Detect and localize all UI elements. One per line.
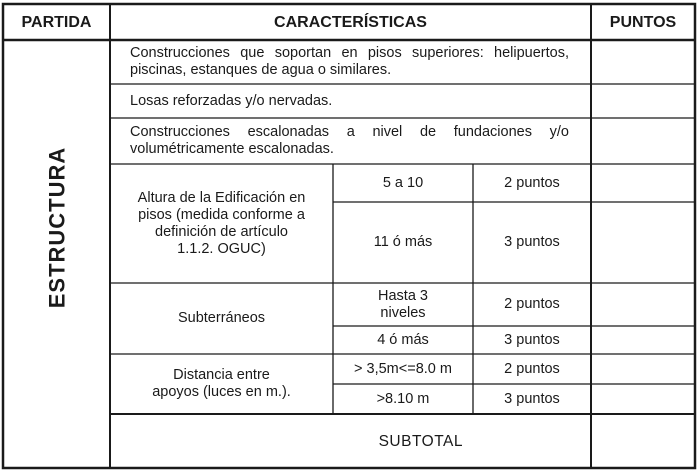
header-partida: PARTIDA (21, 13, 92, 31)
option-points: 2 puntos (504, 360, 560, 377)
group-label-altura: Altura de la Edificación en pisos (medida conforme a definición de artículo 1.1.2. OGUC) (137, 189, 306, 257)
option-points: 2 puntos (504, 174, 560, 191)
option-points: 2 puntos (504, 296, 560, 312)
option-range: 11 ó más (373, 234, 433, 250)
characteristic-text: Construcciones que soportan en pisos superiores: helipuertos, piscinas, estanques de agua o similares. (130, 45, 569, 78)
characteristic-row (110, 84, 591, 118)
option-range: Hasta 3 niveles (378, 287, 428, 321)
characteristic-text: Construcciones escalonadas a nivel de fundaciones y/o volumétricamente escalonadas. (130, 124, 569, 157)
subtotal-label: SUBTOTAL (378, 432, 463, 450)
characteristic-row (110, 40, 591, 84)
subtotal-points-cell[interactable] (591, 414, 695, 468)
partida-label-text: ESTRUCTURA (44, 146, 69, 308)
header-puntos: PUNTOS (609, 13, 677, 31)
characteristic-row (110, 118, 591, 164)
group-label-subterraneos: Subterráneos (177, 310, 266, 326)
option-points: 3 puntos (504, 331, 560, 348)
option-range: >8.10 m (376, 390, 430, 407)
option-points: 3 puntos (504, 234, 560, 250)
header-caracteristicas: CARACTERÍSTICAS (274, 13, 427, 31)
option-range: 4 ó más (377, 331, 429, 348)
group-label-distancia: Distancia entre apoyos (luces en m.). (152, 367, 291, 400)
partida-label (3, 40, 110, 414)
option-range: 5 a 10 (382, 174, 424, 191)
option-points: 3 puntos (504, 390, 560, 407)
characteristic-text: Losas reforzadas y/o nervadas. (130, 92, 333, 109)
option-range: > 3,5m<=8.0 m (354, 360, 452, 377)
